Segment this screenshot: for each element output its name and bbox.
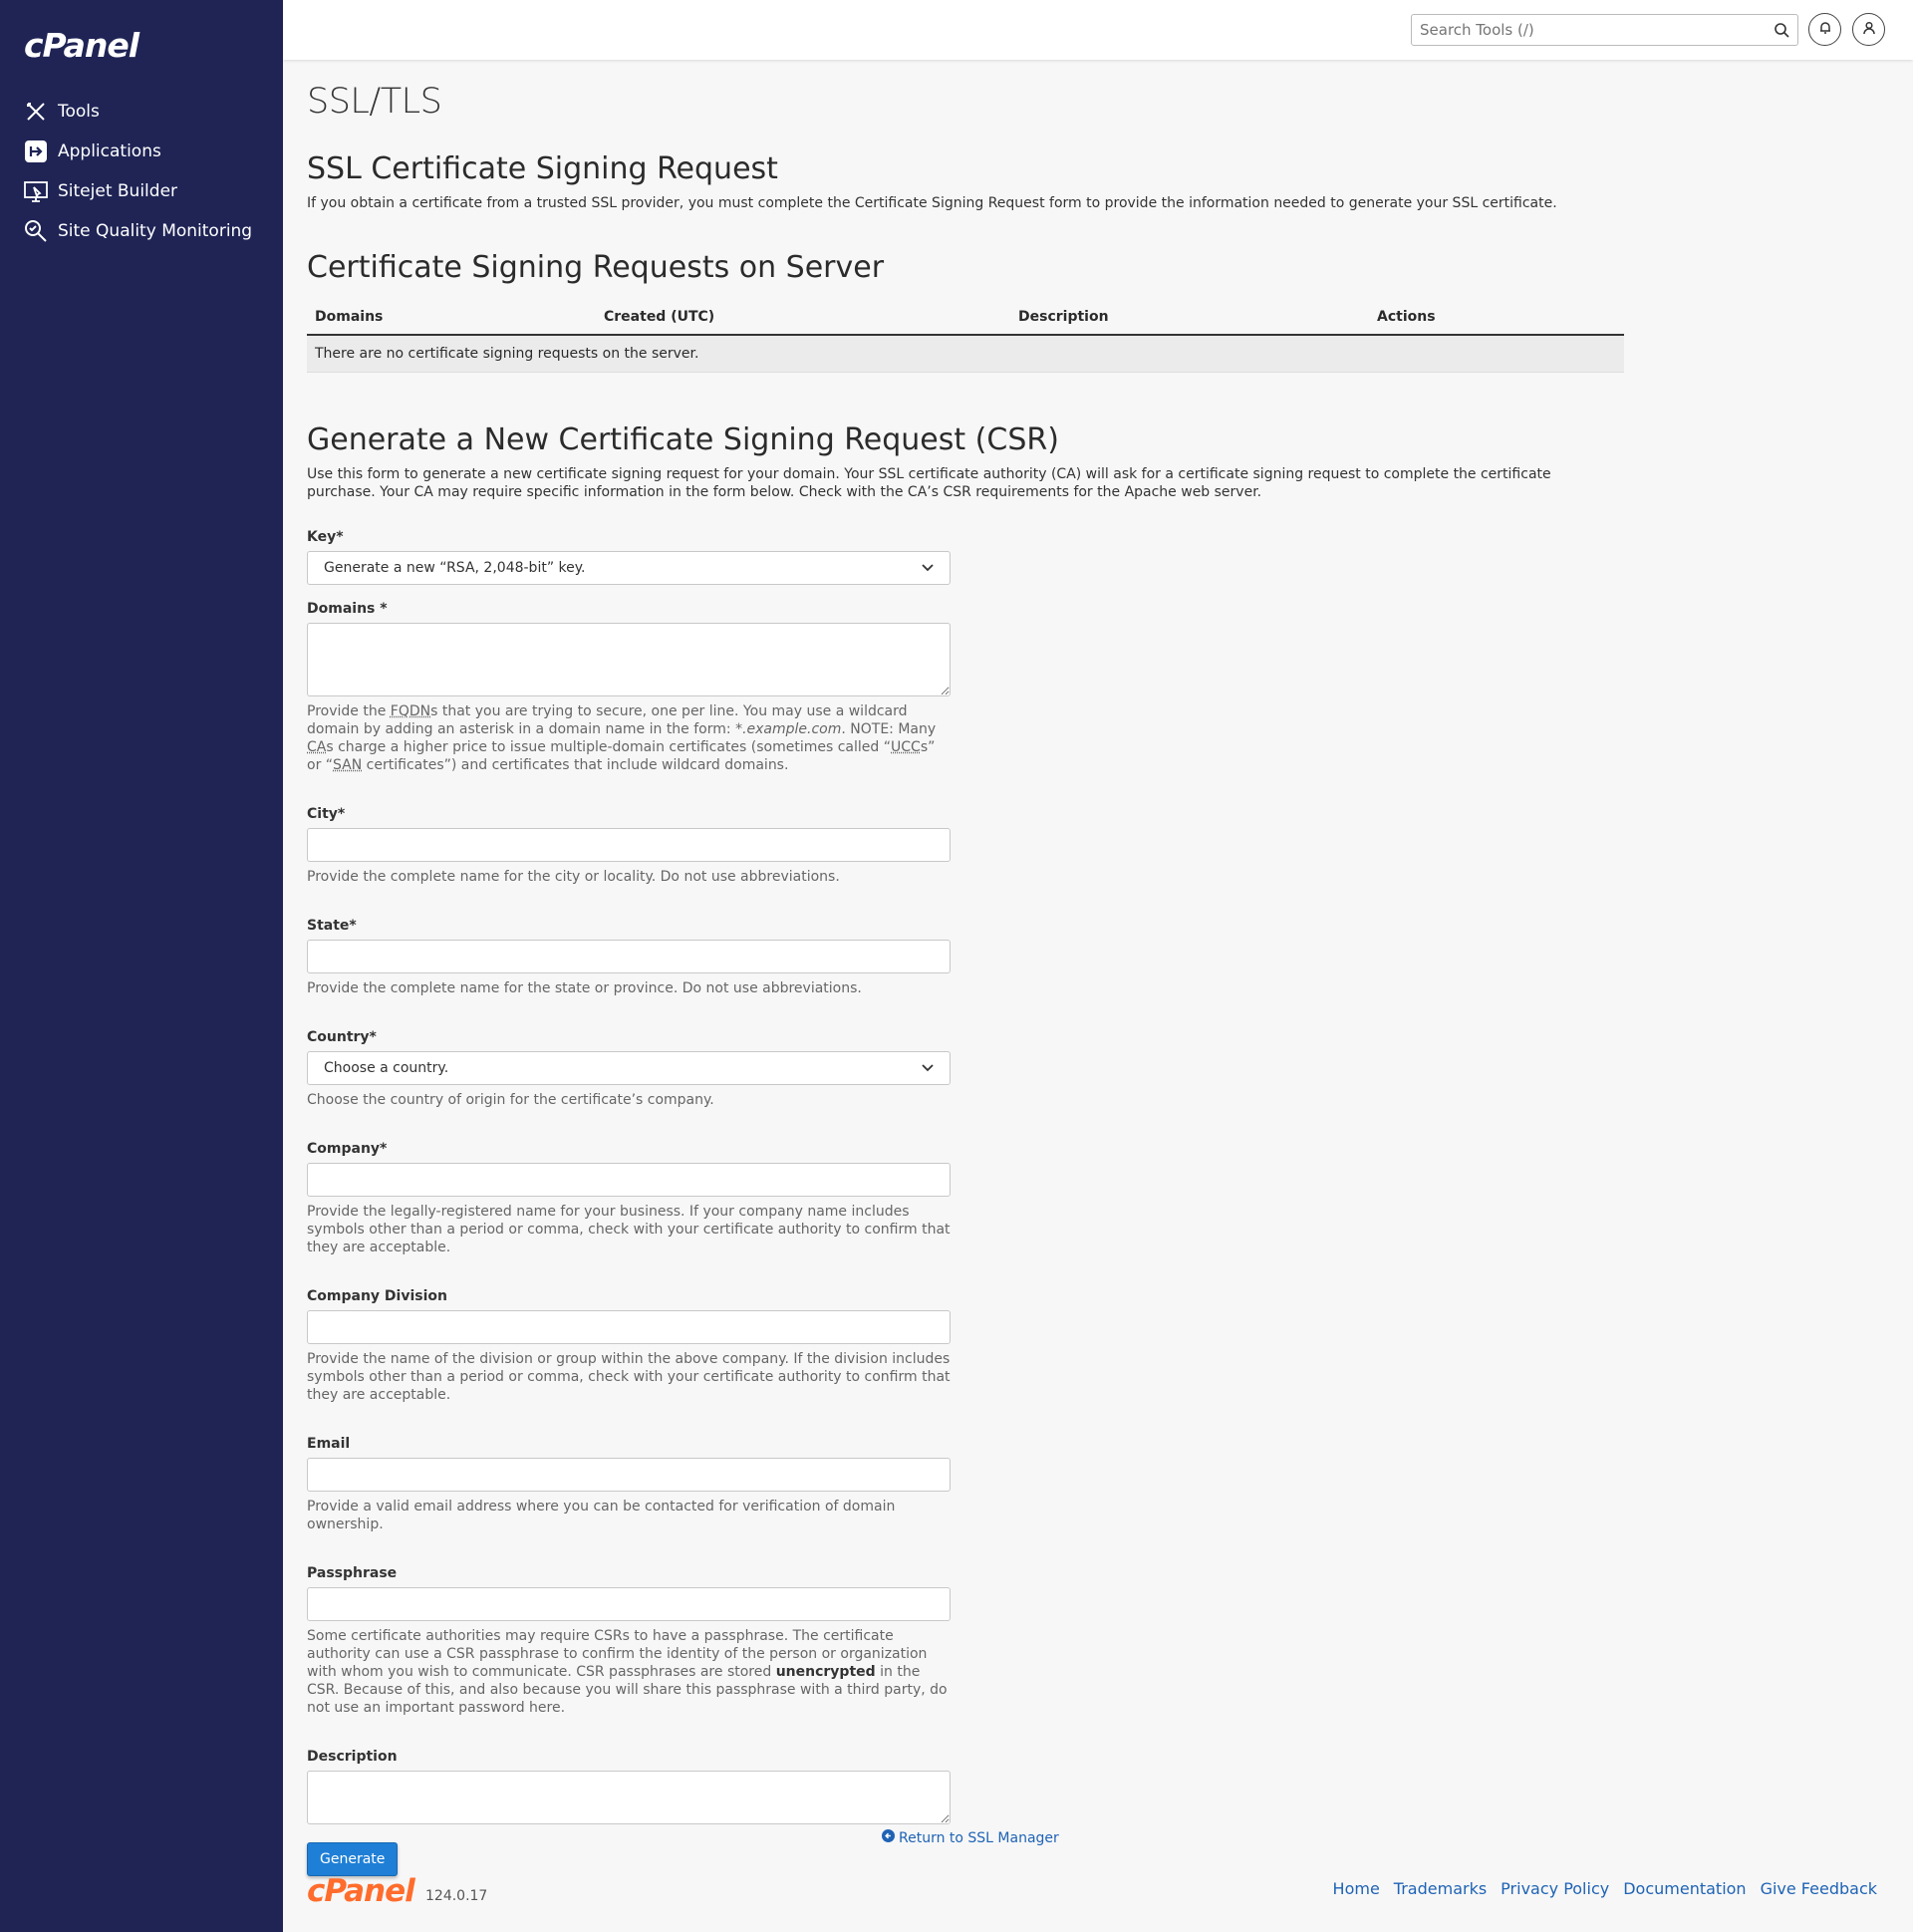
bell-icon: [1818, 20, 1832, 39]
section-title: Generate a New Certificate Signing Request (CSR): [307, 421, 1059, 457]
fqdn-abbr: FQDN: [390, 702, 431, 719]
sidebar-item-site-quality-monitoring[interactable]: [22, 211, 252, 251]
sitejet-builder-icon: [22, 177, 50, 205]
key-select[interactable]: [307, 551, 951, 585]
column-header-domains[interactable]: Domains: [307, 299, 596, 335]
chevron-down-icon: [922, 1060, 934, 1076]
country-help: Choose the country of origin for the certificate’s company.: [307, 1091, 714, 1108]
csr-form: [307, 529, 951, 1876]
domains-textarea[interactable]: [307, 623, 951, 696]
footer-link-give-feedback[interactable]: Give Feedback: [1760, 1879, 1877, 1898]
email-help: Provide a valid email address where you can be contacted for verification of domain ownership.: [307, 1498, 896, 1532]
main-content: [307, 60, 1622, 1876]
email-input[interactable]: [307, 1458, 951, 1492]
sidebar-item-sitejet-builder[interactable]: [22, 171, 252, 211]
domains-help: Provide the FQDNs that you are trying to secure, one per line. You may use a wildcard domain by adding an asterisk in a domain name in the form: *.example.com. NOTE: Many CAs charge a higher price to issue multiple-domain certificates (sometimes called “UCCs” or “SAN certificates”) and certificates that include wildcard domains.: [307, 702, 937, 773]
city-help: Provide the complete name for the city or locality. Do not use abbreviations.: [307, 868, 840, 885]
search-box: [1411, 14, 1798, 46]
description-label: Description: [307, 1748, 398, 1765]
applications-icon: [22, 138, 50, 165]
ucc-abbr: UCC: [891, 738, 921, 755]
country-select-value: Choose a country.: [324, 1059, 449, 1076]
notifications-button[interactable]: [1808, 13, 1841, 46]
city-label: City*: [307, 805, 346, 822]
chevron-down-icon: [922, 560, 934, 576]
cpanel-logo[interactable]: cPanel: [24, 26, 139, 65]
column-header-description[interactable]: Description: [1010, 299, 1369, 335]
passphrase-help: Some certificate authorities may require CSRs to have a passphrase. The certificate authority can use a CSR passphrase to confirm the identity of the person or organization with whom you wish to communicate. CSR passphrases are stored unencrypted in the CSR. Because of this, and also because you will share this passphrase with a third party, do not use an important password here.: [307, 1627, 948, 1716]
email-label: Email: [307, 1435, 351, 1452]
empty-message: There are no certificate signing requests on the server.: [307, 335, 1624, 372]
sidebar-item-label: Tools: [58, 102, 100, 122]
footer-cpanel-logo: cPanel: [307, 1873, 414, 1909]
ca-abbr: CA: [307, 738, 327, 755]
description-textarea[interactable]: [307, 1771, 951, 1824]
footer-links: [1333, 1879, 1877, 1898]
company-label: Company*: [307, 1140, 388, 1157]
csr-table: [307, 299, 1624, 373]
page-title: SSL/TLS: [307, 82, 442, 122]
topbar: [283, 0, 1913, 60]
version-label: 124.0.17: [425, 1888, 488, 1904]
passphrase-label: Passphrase: [307, 1564, 398, 1581]
search-icon[interactable]: [1774, 22, 1789, 42]
return-link[interactable]: Return to SSL Manager: [882, 1829, 1059, 1846]
key-select-value: Generate a new “RSA, 2,048-bit” key.: [324, 559, 586, 576]
sidebar-item-applications[interactable]: [22, 132, 252, 171]
arrow-left-circle-icon: [882, 1829, 895, 1846]
sidebar-item-label: Site Quality Monitoring: [58, 221, 253, 241]
footer-link-privacy-policy[interactable]: Privacy Policy: [1501, 1879, 1610, 1898]
sidebar-item-label: Sitejet Builder: [58, 181, 178, 201]
sidebar: [0, 0, 283, 1932]
city-input[interactable]: [307, 828, 951, 862]
country-label: Country*: [307, 1028, 377, 1045]
user-menu-button[interactable]: [1852, 13, 1885, 46]
table-row: [307, 335, 1624, 372]
sidebar-item-label: Applications: [58, 141, 161, 161]
passphrase-input[interactable]: [307, 1587, 951, 1621]
section-title: Certificate Signing Requests on Server: [307, 250, 885, 285]
footer-link-documentation[interactable]: Documentation: [1623, 1879, 1747, 1898]
division-input[interactable]: [307, 1310, 951, 1344]
domains-label: Domains *: [307, 600, 388, 617]
footer-link-home[interactable]: Home: [1332, 1879, 1380, 1898]
section-description: If you obtain a certificate from a trusted SSL provider, you must complete the Certificate Signing Request form to provide the information needed to generate your SSL certificate.: [307, 195, 1557, 211]
state-input[interactable]: [307, 940, 951, 973]
company-help: Provide the legally-registered name for your business. If your company name includes symbols other than a period or comma, check with your certificate authority to confirm that they are acceptable.: [307, 1203, 951, 1255]
section-description: Use this form to generate a new certificate signing request for your domain. Your SSL certificate authority (CA) will ask for a certificate signing request to complete the certificate purchase. Your CA may require specific information in the form below. Check with the CA’s CSR requirements for the Apache web server.: [307, 465, 1551, 500]
column-header-created[interactable]: Created (UTC): [596, 299, 1010, 335]
user-icon: [1862, 20, 1876, 39]
division-label: Company Division: [307, 1287, 447, 1304]
state-label: State*: [307, 917, 357, 934]
search-input[interactable]: [1412, 15, 1751, 45]
sidebar-nav: [22, 92, 252, 251]
country-select[interactable]: [307, 1051, 951, 1085]
generate-button[interactable]: Generate: [307, 1842, 398, 1876]
state-help: Provide the complete name for the state or province. Do not use abbreviations.: [307, 979, 862, 996]
section-title: SSL Certificate Signing Request: [307, 151, 778, 186]
column-header-actions: Actions: [1369, 299, 1624, 335]
key-label: Key*: [307, 528, 344, 545]
division-help: Provide the name of the division or group within the above company. If the division includes symbols other than a period or comma, check with your certificate authority to confirm that they are acceptable.: [307, 1350, 951, 1403]
san-abbr: SAN: [333, 756, 363, 773]
sidebar-item-tools[interactable]: [22, 92, 252, 132]
company-input[interactable]: [307, 1163, 951, 1197]
footer-link-trademarks[interactable]: Trademarks: [1393, 1879, 1488, 1898]
tools-icon: [22, 98, 50, 126]
site-quality-monitoring-icon: [22, 217, 50, 245]
